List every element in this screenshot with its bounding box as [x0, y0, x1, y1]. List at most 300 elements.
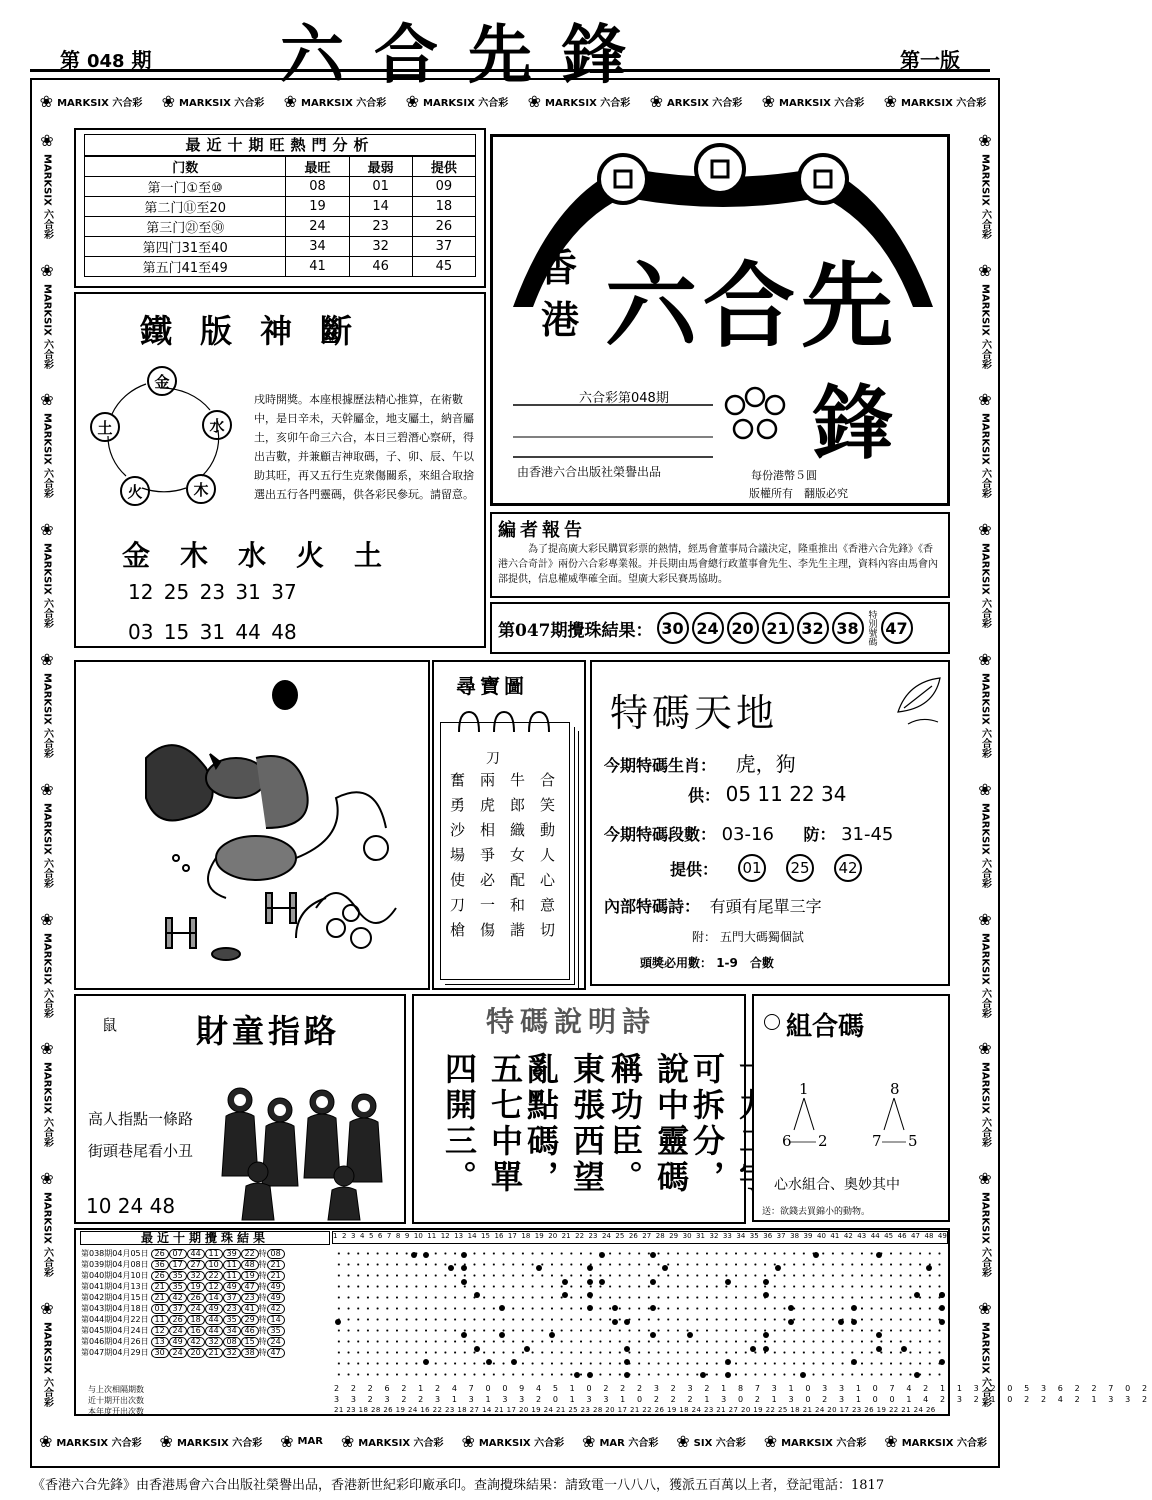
- pick-dot: [763, 1292, 769, 1298]
- draw-ball: 36: [151, 1260, 169, 1270]
- strip-item: [40, 780, 55, 892]
- pick-dot: [599, 1279, 605, 1285]
- caitong-line-2: 街頭巷尾看小丑: [88, 1142, 194, 1160]
- treasure-column: 合笑動人心意切: [538, 772, 556, 947]
- page-title: 六合先鋒: [280, 18, 656, 93]
- flower-icon: ❀: [283, 91, 298, 111]
- strip-item: [978, 1169, 993, 1281]
- logo-issue-line: 六合彩第048期: [579, 391, 669, 406]
- flower-icon: ❀: [40, 649, 54, 669]
- draw-ball: 17: [169, 1260, 187, 1270]
- tieban-text: 戌時開獎。本座根據歷法精心推算，在術數中，是日辛未，天幹屬金，地支屬土，納音屬土，亥卯午命三六合，本日三碧潛心察研，得出吉數，并兼顧吉神取碼，子、卯、辰、午以助其旺，再又五行生克衆傷關系，來組合取捨選出五行各門靈碼，供各彩民參玩。請留意。: [254, 393, 474, 501]
- pick-dot: [624, 1319, 630, 1325]
- flower-icon: ❀: [978, 520, 992, 540]
- draw-ball: 22: [241, 1249, 259, 1259]
- draw-ball: 26: [169, 1315, 187, 1325]
- element-jin: 金: [147, 366, 177, 396]
- draw-ball: 41: [241, 1304, 259, 1314]
- draw-balls: [150, 1270, 286, 1281]
- poem-column: 可拆分，: [688, 1052, 726, 1196]
- strip-text: MARKSIX 六合彩: [901, 1437, 987, 1449]
- strip-text: MARKSIX 六合彩: [41, 1062, 53, 1148]
- element-tu: 土: [90, 412, 120, 442]
- strip-item: [884, 1432, 991, 1451]
- pick-dot: [461, 1265, 467, 1271]
- table-row: [80, 1336, 286, 1347]
- strip-text: MARKSIX 六合彩: [979, 153, 991, 240]
- pick-dot: [851, 1359, 857, 1365]
- number-header-cell: 23: [588, 1232, 598, 1240]
- result-ball: 38: [832, 612, 864, 644]
- pick-dot: [423, 1359, 429, 1365]
- draw-ball: 14: [205, 1293, 223, 1303]
- number-header-cell: 48: [924, 1232, 934, 1240]
- flower-icon: ❀: [978, 390, 992, 410]
- draw-ball: 24: [169, 1326, 187, 1336]
- tema-duan-label: 今期特碼段數：: [604, 825, 717, 844]
- strip-text: MARKSIX 六合彩: [423, 97, 509, 109]
- flower-icon: ❀: [40, 779, 54, 799]
- number-header-cell: 46: [897, 1232, 907, 1240]
- pick-dot: [474, 1292, 480, 1298]
- special-label: 特別號碼: [866, 610, 877, 646]
- strip-text: MARKSIX 六合彩: [57, 97, 143, 109]
- black-dot: [272, 680, 298, 710]
- logo-big-title: 六合先: [605, 252, 900, 360]
- pick-dot: [335, 1319, 341, 1325]
- strip-item: [978, 1039, 993, 1151]
- hot-table-header: 提供: [412, 157, 475, 177]
- picture-puzzle-box: [74, 660, 430, 990]
- strip-text: MARKSIX 六合彩: [41, 413, 53, 499]
- pick-dot: [901, 1346, 907, 1352]
- pick-dot: [562, 1279, 568, 1285]
- draw-ball: 32: [187, 1271, 205, 1281]
- combo-text: 心水組合、奧妙其中: [774, 1177, 900, 1193]
- tema-head-value: 1-9 合數: [716, 956, 774, 970]
- tema-duan-row: [604, 822, 893, 845]
- table-row: [85, 257, 476, 277]
- table-row: [80, 1347, 286, 1358]
- stats-label: 与上次相隔期数: [88, 1385, 144, 1394]
- tema-head-row: [640, 954, 774, 971]
- special-mark: 特: [258, 1304, 267, 1313]
- strip-item: [461, 1432, 568, 1451]
- number-header-cell: 30: [682, 1232, 692, 1240]
- pick-dot: [775, 1265, 781, 1271]
- strip-item: [40, 390, 55, 502]
- draw-ball: 37: [169, 1304, 187, 1314]
- result-ball: 32: [797, 612, 829, 644]
- issue-label: 第 048 期: [60, 48, 152, 72]
- draw-special-ball: 49: [267, 1282, 285, 1292]
- table-cell: 第一门①至⑩: [85, 177, 286, 197]
- tema-shengxiao-row: [604, 748, 796, 777]
- tema-head-label: 頭獎必用數：: [640, 956, 713, 970]
- notice-text: 為了提高廣大彩民購買彩票的熱情，經馬會董事局合議決定，隆重推出《香港六合先鋒》《香港六合奇計》兩份六合彩專業報。并長期由馬會總行政董事會先生、李先生主理，資料內容由馬會內部提供，信息權威準確全面。望廣大彩民賽馬協助。: [498, 544, 938, 585]
- number-header-cell: 25: [615, 1232, 625, 1240]
- number-header-strip: [332, 1231, 948, 1244]
- number-header-cell: 10: [413, 1232, 423, 1240]
- draw-balls: [150, 1259, 286, 1270]
- pick-dot: [599, 1252, 605, 1258]
- draw-special-ball: 49: [267, 1293, 285, 1303]
- draw-special-ball: 14: [267, 1315, 285, 1325]
- table-row: [80, 1314, 286, 1325]
- pick-dot: [939, 1319, 945, 1325]
- flower-icon: ❀: [40, 130, 54, 150]
- tema-ball: 25: [786, 854, 814, 882]
- pick-dot: [461, 1332, 467, 1338]
- draw-ball: 01: [151, 1304, 169, 1314]
- number-header-cell: 7: [386, 1232, 392, 1240]
- strip-item: [40, 520, 55, 632]
- number-header-cell: 26: [628, 1232, 638, 1240]
- strip-item: [978, 261, 993, 373]
- poem-column: 五七中單四開三。: [440, 1052, 524, 1196]
- pick-dot: [587, 1279, 593, 1285]
- table-cell: 41: [286, 257, 349, 277]
- number-header-cell: 16: [494, 1232, 504, 1240]
- logo-feng: 鋒: [813, 376, 893, 470]
- strip-text: MARKSIX 六合彩: [41, 802, 53, 889]
- number-header-cell: 47: [911, 1232, 920, 1240]
- flower-icon: ❀: [40, 1039, 54, 1059]
- scroll-rings: [454, 704, 564, 734]
- pick-dot: [725, 1279, 731, 1285]
- strip-text: ARKSIX 六合彩: [666, 97, 743, 109]
- pick-dot: [788, 1305, 794, 1311]
- pick-dot: [650, 1305, 656, 1311]
- draw-ball: 24: [169, 1348, 187, 1358]
- table-cell: 第三门㉑至㉚: [85, 217, 286, 237]
- notice-title: 編者報告: [498, 520, 586, 541]
- table-cell: 46: [349, 257, 412, 277]
- draw-ball: 49: [169, 1337, 187, 1347]
- flower-icon: ❀: [978, 130, 992, 150]
- number-header-cell: 27: [642, 1232, 652, 1240]
- tema-poem-row: [604, 894, 822, 917]
- footer: 《香港六合先鋒》由香港馬會六合出版社榮譽出品，香港新世紀彩印廠承印。查詢攪珠結果：請致電一八八八，獲派五百萬以上者，登記電話：1817: [32, 1478, 885, 1493]
- stats-row-1: 2 2 2 6 2 1 2 4 7 0 0 9 4 5 1 0 2 2 2 3 2 3 2 1 8 7 3 1 0 3 3 1 0 7 4 2 1 1 3 2 0 5 3 6 2 2 7 0 2: [334, 1384, 1152, 1393]
- result-ball: 21: [762, 612, 794, 644]
- number-header-cell: 3: [350, 1232, 356, 1240]
- strip-item: [162, 92, 269, 111]
- logo-gang: 港: [541, 297, 580, 342]
- number-header-cell: 37: [776, 1232, 786, 1240]
- special-mark: 特: [258, 1282, 267, 1291]
- table-cell: 24: [286, 217, 349, 237]
- draw-history-table: [80, 1248, 286, 1358]
- caitong-box: [74, 994, 406, 1224]
- strip-text: MARKSIX 六合彩: [779, 97, 865, 109]
- number-header-cell: 12: [440, 1232, 450, 1240]
- strip-item: [582, 1432, 662, 1451]
- strip-item: [884, 92, 991, 111]
- number-header-cell: 8: [395, 1232, 401, 1240]
- strip-item: [978, 780, 993, 892]
- strip-text: MARKSIX 六合彩: [358, 1437, 444, 1449]
- table-cell: 14: [349, 197, 412, 217]
- tema-fu-label: 附：: [692, 930, 717, 944]
- logo-price: 每份港幣５圓: [751, 469, 817, 482]
- strip-text: MARKSIX 六合彩: [41, 153, 53, 240]
- draw-ball: 39: [223, 1249, 241, 1259]
- number-header-cell: 31: [696, 1232, 705, 1240]
- flower-icon: ❀: [649, 91, 663, 111]
- hot-number-table-box: [74, 128, 486, 288]
- strip-text: MARKSIX 六合彩: [41, 543, 53, 629]
- strip-item: [978, 910, 993, 1022]
- strip-text: MARKSIX 六合彩: [41, 932, 53, 1018]
- pick-dot: [612, 1305, 618, 1311]
- strip-item: [650, 92, 747, 111]
- masthead-logo-box: [490, 134, 950, 506]
- caitong-title: 財童指路: [196, 1012, 341, 1050]
- table-cell: 32: [349, 237, 412, 257]
- pick-dot: [587, 1372, 593, 1378]
- flower-icon: ❀: [39, 91, 54, 111]
- draw-label: 第046期04月26日: [81, 1337, 149, 1346]
- strip-text: MARKSIX 六合彩: [979, 672, 991, 759]
- draw-ball: 37: [223, 1293, 241, 1303]
- number-header-cell: 14: [467, 1232, 477, 1240]
- border-strip-bottom: [32, 1424, 998, 1458]
- draw-ball: 21: [151, 1293, 169, 1303]
- hot-table-header: 最旺: [286, 157, 349, 177]
- strip-item: [40, 1169, 55, 1281]
- tema-box: [590, 660, 950, 986]
- draw-ball: 16: [187, 1326, 205, 1336]
- number-header-cell: 33: [722, 1232, 732, 1240]
- draw-ball: 32: [205, 1337, 223, 1347]
- treasure-column: 奮勇沙場使刀槍: [448, 772, 466, 947]
- flower-icon: ❀: [978, 779, 992, 799]
- draw-label: 第043期04月18日: [81, 1304, 149, 1313]
- number-header-cell: 19: [534, 1232, 544, 1240]
- draw-balls: [150, 1336, 286, 1347]
- special-mark: 特: [258, 1337, 267, 1346]
- draw-special-ball: 21: [267, 1271, 285, 1281]
- special-ball: 47: [881, 612, 913, 644]
- pick-dot: [813, 1252, 819, 1258]
- strip-text: MARKSIX 六合彩: [979, 413, 991, 499]
- pick-dot: [486, 1359, 492, 1365]
- strip-item: [40, 92, 147, 111]
- draw-ball: 23: [241, 1293, 259, 1303]
- draw-ball: 34: [223, 1326, 241, 1336]
- number-header-cell: 21: [561, 1232, 571, 1240]
- draw-ball: 35: [169, 1271, 187, 1281]
- strip-item: [40, 261, 55, 373]
- flower-icon: ❀: [159, 1431, 173, 1451]
- draw-ball: 44: [187, 1249, 205, 1259]
- pick-dot: [411, 1252, 417, 1258]
- table-row: [85, 197, 476, 217]
- flower-icon: ❀: [527, 91, 541, 111]
- pick-dot: [549, 1332, 555, 1338]
- table-row: [80, 1259, 286, 1270]
- number-header-cell: 9: [404, 1232, 410, 1240]
- result-ball: 30: [657, 612, 689, 644]
- draw-ball: 11: [151, 1315, 169, 1325]
- strip-item: [406, 92, 513, 111]
- tema-fu-row: [692, 928, 804, 945]
- flower-icon: ❀: [978, 260, 992, 280]
- flower-icon: ❀: [978, 1169, 992, 1189]
- pick-dot: [788, 1319, 794, 1325]
- pick-dot: [624, 1359, 630, 1365]
- caitong-line-1: 高人指點一條路: [88, 1110, 194, 1128]
- pick-dot: [624, 1346, 630, 1352]
- special-mark: 特: [258, 1326, 267, 1335]
- draw-balls: [150, 1248, 286, 1259]
- draw-balls: [150, 1314, 286, 1325]
- strip-text: MAR 六合彩: [599, 1437, 659, 1449]
- poem-title: 特碼說明詩: [486, 1005, 657, 1038]
- tema-title: 特碼天地: [610, 691, 779, 735]
- number-header-cell: 49: [937, 1232, 947, 1240]
- draw-balls: [150, 1281, 286, 1292]
- flower-icon: ❀: [883, 91, 897, 111]
- draw-ball: 15: [241, 1337, 259, 1347]
- special-mark: 特: [258, 1271, 267, 1280]
- pick-dot: [662, 1265, 668, 1271]
- pick-dot: [474, 1346, 480, 1352]
- flower-icon: ❀: [40, 909, 54, 929]
- number-header-cell: 24: [601, 1232, 611, 1240]
- number-header-cell: 2: [341, 1232, 347, 1240]
- tema-supply-row: [688, 782, 846, 806]
- flower-icon: ❀: [761, 91, 776, 111]
- strip-item: [764, 1432, 871, 1451]
- special-mark: 特: [258, 1249, 267, 1258]
- caitong-corner: 鼠: [102, 1016, 118, 1034]
- draw-special-ball: 21: [267, 1260, 285, 1270]
- number-header-cell: 28: [655, 1232, 665, 1240]
- draw-special-ball: 35: [267, 1326, 285, 1336]
- strip-item: [762, 92, 869, 111]
- pick-dot: [914, 1372, 920, 1378]
- pick-dot: [587, 1305, 593, 1311]
- number-header-cell: 5: [368, 1232, 374, 1240]
- draw-balls: [150, 1347, 286, 1358]
- flower-icon: ❀: [40, 390, 54, 410]
- masthead: [30, 8, 990, 93]
- draw-ball: 38: [241, 1348, 259, 1358]
- draw-ball: 30: [151, 1348, 169, 1358]
- number-header-cell: 29: [669, 1232, 679, 1240]
- number-header-cell: 15: [481, 1232, 490, 1240]
- number-header-cell: 40: [816, 1232, 826, 1240]
- strip-item: [978, 390, 993, 502]
- tema-ball: 01: [738, 854, 766, 882]
- draw-ball: 11: [223, 1271, 241, 1281]
- draw-ball: 26: [151, 1249, 169, 1259]
- draw-ball: 47: [241, 1282, 259, 1292]
- table-cell: 18: [412, 197, 475, 217]
- flower-icon: ❀: [40, 1169, 54, 1189]
- pick-dot: [612, 1319, 618, 1325]
- tieban-numbers-1: 12 25 23 31 37: [128, 580, 297, 604]
- draw-balls: [150, 1303, 286, 1314]
- strip-item: [40, 131, 55, 243]
- stats-label: 近十期开出次数: [88, 1396, 144, 1405]
- pick-dot: [524, 1346, 530, 1352]
- table-cell: 第四门31至40: [85, 237, 286, 257]
- pick-dot: [750, 1346, 756, 1352]
- tema-supply-value: 05 11 22 34: [725, 782, 847, 806]
- combo-badge-icon: [764, 1014, 780, 1030]
- number-header-cell: 22: [575, 1232, 585, 1240]
- border-strip-right: [972, 122, 998, 1420]
- draw-ball: 27: [187, 1260, 205, 1270]
- table-cell: 08: [286, 177, 349, 197]
- logo-xiang: 香: [539, 245, 578, 290]
- strip-text: MARKSIX 六合彩: [781, 1437, 867, 1449]
- number-header-cell: 42: [843, 1232, 853, 1240]
- pick-dot: [650, 1332, 656, 1338]
- combo-box: [752, 994, 950, 1222]
- table-cell: 23: [349, 217, 412, 237]
- treasure-map-box: [432, 660, 586, 990]
- strip-text: MARKSIX 六合彩: [979, 283, 991, 369]
- tema-fu-value: 五門大碼獨個試: [719, 930, 804, 944]
- table-row: [80, 1281, 286, 1292]
- draw-history-title: 最近十期攪珠結果: [80, 1231, 330, 1245]
- pick-dot: [876, 1346, 882, 1352]
- draw-ball: 26: [187, 1293, 205, 1303]
- strip-text: MARKSIX 六合彩: [979, 932, 991, 1018]
- element-shui: 水: [202, 410, 232, 440]
- pick-dot: [939, 1359, 945, 1365]
- strip-text: MARKSIX 六合彩: [41, 1321, 53, 1408]
- flower-icon: ❀: [978, 1298, 992, 1318]
- pick-dot: [687, 1332, 693, 1338]
- strip-item: [978, 650, 993, 762]
- strip-text: MARKSIX 六合彩: [41, 283, 53, 369]
- pick-dot: [939, 1305, 945, 1311]
- draw-label: 第038期04月05日: [81, 1249, 149, 1258]
- pick-dot: [461, 1252, 467, 1258]
- draw-special-ball: 24: [267, 1337, 285, 1347]
- pick-dot: [876, 1252, 882, 1258]
- combo-title: 組合碼: [786, 1012, 865, 1042]
- poem-column: 東張西望亂點碼，: [522, 1052, 606, 1196]
- tema-supply-label: 供：: [688, 786, 721, 805]
- draw-ball: 21: [205, 1348, 223, 1358]
- tema-poem-value: 有頭有尾單三字: [709, 897, 822, 916]
- draw-ball: 12: [151, 1326, 169, 1336]
- treasure-title: 尋寶圖: [456, 674, 528, 698]
- pick-dot: [763, 1346, 769, 1352]
- strip-item: [39, 1432, 146, 1451]
- draw-ball: 10: [205, 1260, 223, 1270]
- pick-dot: [725, 1372, 731, 1378]
- pick-dot: [587, 1292, 593, 1298]
- table-row: [85, 217, 476, 237]
- strip-item: [40, 910, 55, 1022]
- special-mark: 特: [258, 1315, 267, 1324]
- draw-special-ball: 08: [267, 1249, 285, 1259]
- element-mu: 木: [186, 474, 216, 504]
- special-mark: 特: [258, 1260, 267, 1269]
- flower-icon: ❀: [405, 91, 420, 111]
- number-header-cell: 32: [709, 1232, 719, 1240]
- flower-icon: ❀: [676, 1431, 690, 1451]
- flower-icon: ❀: [978, 649, 992, 669]
- table-cell: 26: [412, 217, 475, 237]
